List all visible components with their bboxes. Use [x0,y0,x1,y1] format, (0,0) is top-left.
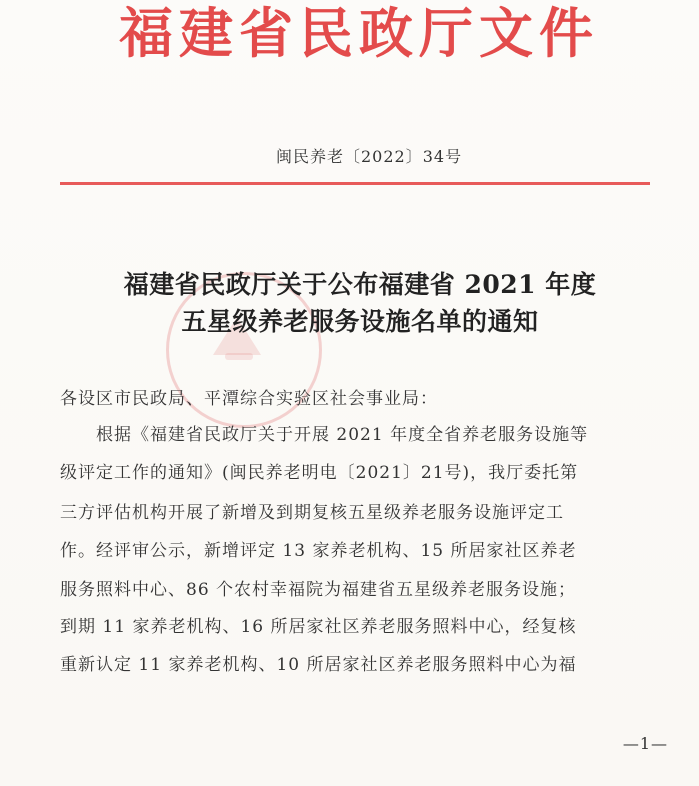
body-line-3: 三方评估机构开展了新增及到期复核五星级养老服务设施评定工 [60,503,564,523]
document-title-line-2: 五星级养老服务设施名单的通知 [181,307,539,336]
header-separator [60,182,650,185]
body-line-5: 服务照料中心、86 个农村幸福院为福建省五星级养老服务设施； [60,580,577,600]
body-line-6: 到期 11 家养老机构、16 所居家社区养老服务照料中心，经复核 [60,617,577,637]
document-number: 闽民养老〔2022〕34号 [276,147,463,166]
salutation: 各设区市民政局、平潭综合实验区社会事业局： [60,389,438,409]
body-line-7: 重新认定 11 家养老机构、10 所居家社区养老服务照料中心为福 [60,655,577,675]
body-line-4: 作。经评审公示，新增评定 13 家养老机构、15 所居家社区养老 [60,541,577,561]
body-line-2: 级评定工作的通知》(闽民养老明电〔2021〕21号)，我厅委托第 [60,463,579,483]
document-title-line-1: 福建省民政厅关于公布福建省 2021 年度 [123,270,597,299]
document-header-title: 福建省民政厅文件 [119,1,599,65]
body-line-1: 根据《福建省民政厅关于开展 2021 年度全省养老服务设施等 [96,425,589,445]
page-number: —1— [622,734,668,753]
